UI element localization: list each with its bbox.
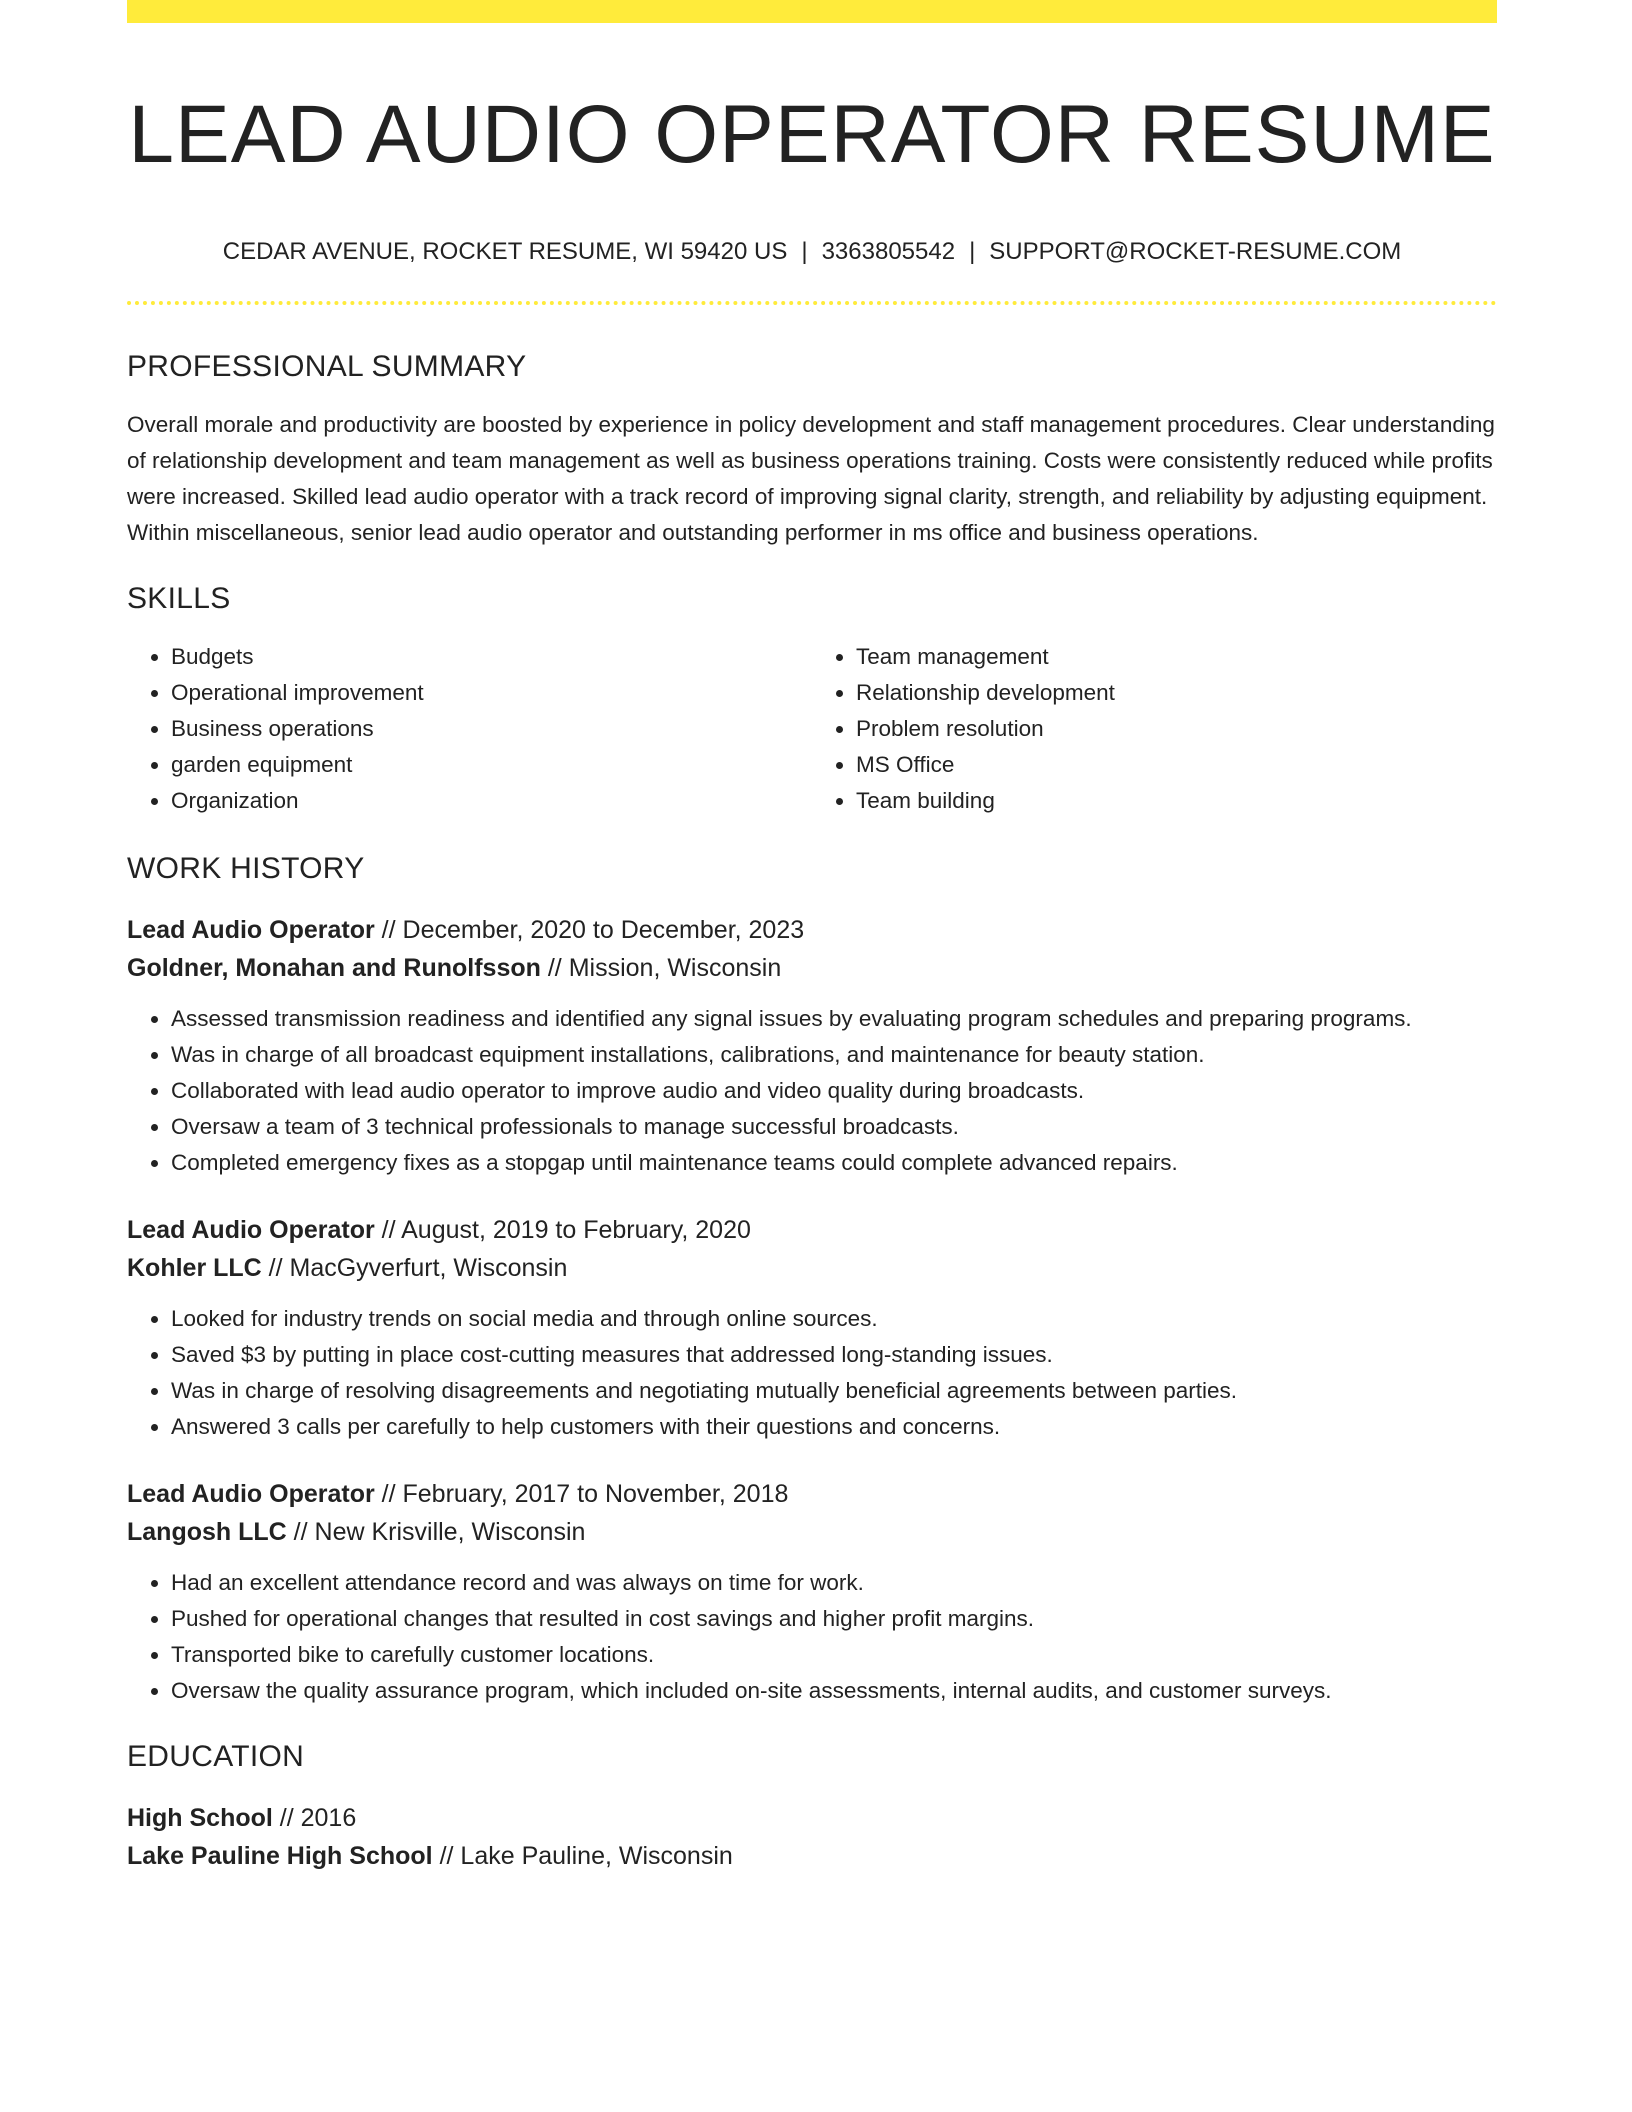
contact-line (127, 237, 1497, 267)
skills-heading: SKILLS (127, 582, 231, 615)
job-bullet-list (127, 1001, 1497, 1181)
job-location: // New Krisville, Wisconsin (293, 1518, 586, 1546)
skill-item: • Team management (856, 639, 1497, 675)
job-location: // Mission, Wisconsin (547, 954, 782, 982)
skill-item: • Relationship development (856, 675, 1497, 711)
job-entry (127, 911, 1497, 1181)
job-title-line (127, 1475, 1497, 1513)
job-title: Lead Audio Operator (127, 1480, 375, 1508)
skill-item: • Team building (856, 783, 1497, 819)
job-bullet: • Transported bike to carefully customer locations. (171, 1637, 1497, 1673)
resume-title: LEAD AUDIO OPERATOR RESUME (128, 89, 1496, 180)
job-location: // MacGyverfurt, Wisconsin (268, 1254, 568, 1282)
job-bullet: • Saved $3 by putting in place cost-cutting measures that addressed long-standing issues. (171, 1337, 1497, 1373)
job-company: Langosh LLC (127, 1518, 287, 1546)
accent-top-bar (127, 0, 1497, 23)
skill-item: • MS Office (856, 747, 1497, 783)
job-bullet: • Was in charge of all broadcast equipment installations, calibrations, and maintenance for beauty station. (171, 1037, 1497, 1073)
job-dates: // February, 2017 to November, 2018 (381, 1480, 789, 1508)
contact-separator: | (969, 238, 976, 265)
contact-separator: | (801, 238, 808, 265)
skill-item: • garden equipment (171, 747, 812, 783)
resume-page (127, 0, 1497, 1875)
job-entry (127, 1211, 1497, 1445)
skills-grid (127, 639, 1497, 819)
job-dates: // December, 2020 to December, 2023 (381, 916, 805, 944)
contact-email: SUPPORT@ROCKET-RESUME.COM (989, 238, 1402, 265)
job-company: Kohler LLC (127, 1254, 262, 1282)
job-dates: // August, 2019 to February, 2020 (381, 1216, 751, 1244)
job-bullet: • Collaborated with lead audio operator to improve audio and video quality during broadcasts. (171, 1073, 1497, 1109)
summary-heading: PROFESSIONAL SUMMARY (127, 350, 527, 383)
job-entry (127, 1475, 1497, 1709)
job-company-line (127, 949, 1497, 987)
education-degree-line (127, 1799, 1497, 1837)
education-year: // 2016 (279, 1804, 357, 1832)
skill-item: • Operational improvement (171, 675, 812, 711)
education-heading: EDUCATION (127, 1740, 305, 1773)
job-bullet: • Had an excellent attendance record and was always on time for work. (171, 1565, 1497, 1601)
job-title-line (127, 911, 1497, 949)
skills-right-list (812, 639, 1497, 819)
job-title: Lead Audio Operator (127, 916, 375, 944)
education-school-line (127, 1837, 1497, 1875)
work-history-heading: WORK HISTORY (127, 852, 365, 885)
summary-text: Overall morale and productivity are boosted by experience in policy development and staff management procedures. Clear understanding of relationship development and team management as well as business operations training. Costs were consistently reduced while profits were increased. Skilled lead audio operator with a track record of improving signal clarity, strength, and reliability by adjusting equipment. Within miscellaneous, senior lead audio operator and outstanding performer in ms office and business operations. (127, 412, 1495, 545)
skills-left-list (127, 639, 812, 819)
job-bullet: • Assessed transmission readiness and identified any signal issues by evaluating program schedules and preparing programs. (171, 1001, 1497, 1037)
job-company-line (127, 1513, 1497, 1551)
contact-phone: 3363805542 (821, 238, 956, 265)
job-title: Lead Audio Operator (127, 1216, 375, 1244)
job-bullet: • Was in charge of resolving disagreements and negotiating mutually beneficial agreements between parties. (171, 1373, 1497, 1409)
job-bullet: • Pushed for operational changes that resulted in cost savings and higher profit margins. (171, 1601, 1497, 1637)
dotted-divider (127, 301, 1497, 305)
contact-address: CEDAR AVENUE, ROCKET RESUME, WI 59420 US (222, 238, 788, 265)
skill-item: • Budgets (171, 639, 812, 675)
job-bullet: • Looked for industry trends on social media and through online sources. (171, 1301, 1497, 1337)
job-company: Goldner, Monahan and Runolfsson (127, 954, 541, 982)
job-bullet: • Completed emergency fixes as a stopgap until maintenance teams could complete advanced repairs. (171, 1145, 1497, 1181)
job-title-line (127, 1211, 1497, 1249)
job-bullet-list (127, 1301, 1497, 1445)
education-school: Lake Pauline High School (127, 1842, 433, 1870)
job-bullet-list (127, 1565, 1497, 1709)
job-bullet: • Answered 3 calls per carefully to help customers with their questions and concerns. (171, 1409, 1497, 1445)
education-degree: High School (127, 1804, 273, 1832)
job-company-line (127, 1249, 1497, 1287)
job-bullet: • Oversaw the quality assurance program, which included on-site assessments, internal audits, and customer surveys. (171, 1673, 1497, 1709)
skill-item: • Business operations (171, 711, 812, 747)
education-location: // Lake Pauline, Wisconsin (439, 1842, 733, 1870)
skill-item: • Problem resolution (856, 711, 1497, 747)
job-bullet: • Oversaw a team of 3 technical professionals to manage successful broadcasts. (171, 1109, 1497, 1145)
skill-item: • Organization (171, 783, 812, 819)
